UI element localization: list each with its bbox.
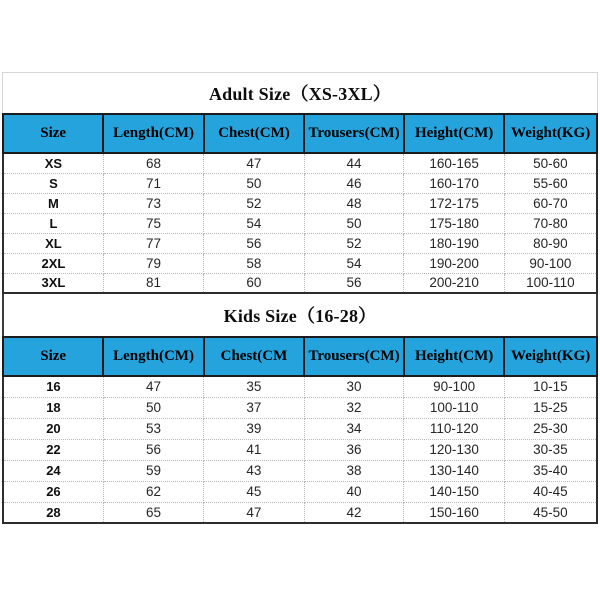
value-cell: 48 <box>304 193 404 213</box>
size-cell: 22 <box>3 439 103 460</box>
adult-table-body <box>3 153 597 293</box>
value-cell: 37 <box>204 397 304 418</box>
value-cell: 190-200 <box>404 253 504 273</box>
value-cell: 34 <box>304 418 404 439</box>
value-cell: 140-150 <box>404 481 504 502</box>
value-cell: 90-100 <box>504 253 597 273</box>
value-cell: 50 <box>304 213 404 233</box>
value-cell: 32 <box>304 397 404 418</box>
table-row <box>3 233 597 253</box>
value-cell: 60-70 <box>504 193 597 213</box>
column-header: Chest(CM) <box>204 114 304 153</box>
value-cell: 120-130 <box>404 439 504 460</box>
adult-size-title: Adult Size（XS-3XL） <box>2 72 598 113</box>
value-cell: 68 <box>103 153 203 173</box>
value-cell: 56 <box>103 439 203 460</box>
column-header: Length(CM) <box>103 114 203 153</box>
value-cell: 100-110 <box>404 397 504 418</box>
adult-header-row <box>3 114 597 153</box>
column-header: Height(CM) <box>404 114 504 153</box>
value-cell: 50-60 <box>504 153 597 173</box>
column-header: Trousers(CM) <box>304 337 404 376</box>
value-cell: 45-50 <box>504 502 597 523</box>
value-cell: 44 <box>304 153 404 173</box>
value-cell: 54 <box>204 213 304 233</box>
value-cell: 56 <box>304 273 404 293</box>
column-header: Length(CM) <box>103 337 203 376</box>
adult-size-table <box>2 113 598 294</box>
value-cell: 42 <box>304 502 404 523</box>
column-header: Weight(KG) <box>504 114 597 153</box>
size-cell: XL <box>3 233 103 253</box>
size-cell: 20 <box>3 418 103 439</box>
value-cell: 71 <box>103 173 203 193</box>
value-cell: 56 <box>204 233 304 253</box>
value-cell: 52 <box>304 233 404 253</box>
value-cell: 50 <box>204 173 304 193</box>
value-cell: 160-165 <box>404 153 504 173</box>
value-cell: 39 <box>204 418 304 439</box>
size-cell: 24 <box>3 460 103 481</box>
value-cell: 172-175 <box>404 193 504 213</box>
value-cell: 62 <box>103 481 203 502</box>
value-cell: 175-180 <box>404 213 504 233</box>
value-cell: 47 <box>204 502 304 523</box>
value-cell: 79 <box>103 253 203 273</box>
size-cell: 2XL <box>3 253 103 273</box>
value-cell: 52 <box>204 193 304 213</box>
table-row <box>3 502 597 523</box>
table-row <box>3 439 597 460</box>
value-cell: 77 <box>103 233 203 253</box>
value-cell: 180-190 <box>404 233 504 253</box>
value-cell: 38 <box>304 460 404 481</box>
value-cell: 35 <box>204 376 304 397</box>
value-cell: 110-120 <box>404 418 504 439</box>
table-row <box>3 173 597 193</box>
value-cell: 46 <box>304 173 404 193</box>
table-row <box>3 460 597 481</box>
table-row <box>3 273 597 293</box>
value-cell: 47 <box>204 153 304 173</box>
value-cell: 43 <box>204 460 304 481</box>
size-cell: 3XL <box>3 273 103 293</box>
value-cell: 53 <box>103 418 203 439</box>
value-cell: 80-90 <box>504 233 597 253</box>
value-cell: 40-45 <box>504 481 597 502</box>
table-row <box>3 481 597 502</box>
size-cell: L <box>3 213 103 233</box>
value-cell: 41 <box>204 439 304 460</box>
table-row <box>3 253 597 273</box>
value-cell: 54 <box>304 253 404 273</box>
size-cell: 16 <box>3 376 103 397</box>
table-row <box>3 418 597 439</box>
size-cell: M <box>3 193 103 213</box>
table-row <box>3 153 597 173</box>
table-row <box>3 376 597 397</box>
value-cell: 55-60 <box>504 173 597 193</box>
kids-header-row <box>3 337 597 376</box>
value-cell: 50 <box>103 397 203 418</box>
value-cell: 35-40 <box>504 460 597 481</box>
column-header: Size <box>3 114 103 153</box>
column-header: Trousers(CM) <box>304 114 404 153</box>
column-header: Weight(KG) <box>504 337 597 376</box>
value-cell: 150-160 <box>404 502 504 523</box>
value-cell: 30 <box>304 376 404 397</box>
column-header: Size <box>3 337 103 376</box>
size-cell: S <box>3 173 103 193</box>
value-cell: 45 <box>204 481 304 502</box>
value-cell: 73 <box>103 193 203 213</box>
size-cell: 18 <box>3 397 103 418</box>
column-header: Chest(CM <box>204 337 304 376</box>
value-cell: 40 <box>304 481 404 502</box>
size-cell: XS <box>3 153 103 173</box>
value-cell: 25-30 <box>504 418 597 439</box>
value-cell: 10-15 <box>504 376 597 397</box>
table-row <box>3 193 597 213</box>
kids-size-title: Kids Size（16-28） <box>2 294 598 336</box>
table-row <box>3 213 597 233</box>
value-cell: 58 <box>204 253 304 273</box>
value-cell: 60 <box>204 273 304 293</box>
table-row <box>3 397 597 418</box>
value-cell: 90-100 <box>404 376 504 397</box>
kids-size-section <box>2 294 598 524</box>
column-header: Height(CM) <box>404 337 504 376</box>
size-cell: 28 <box>3 502 103 523</box>
value-cell: 70-80 <box>504 213 597 233</box>
value-cell: 65 <box>103 502 203 523</box>
value-cell: 200-210 <box>404 273 504 293</box>
value-cell: 36 <box>304 439 404 460</box>
kids-size-table <box>2 336 598 524</box>
value-cell: 160-170 <box>404 173 504 193</box>
value-cell: 130-140 <box>404 460 504 481</box>
adult-size-section <box>2 72 598 294</box>
kids-table-body <box>3 376 597 523</box>
value-cell: 59 <box>103 460 203 481</box>
value-cell: 30-35 <box>504 439 597 460</box>
value-cell: 100-110 <box>504 273 597 293</box>
value-cell: 47 <box>103 376 203 397</box>
size-chart-content <box>0 72 600 524</box>
value-cell: 81 <box>103 273 203 293</box>
value-cell: 75 <box>103 213 203 233</box>
size-cell: 26 <box>3 481 103 502</box>
value-cell: 15-25 <box>504 397 597 418</box>
